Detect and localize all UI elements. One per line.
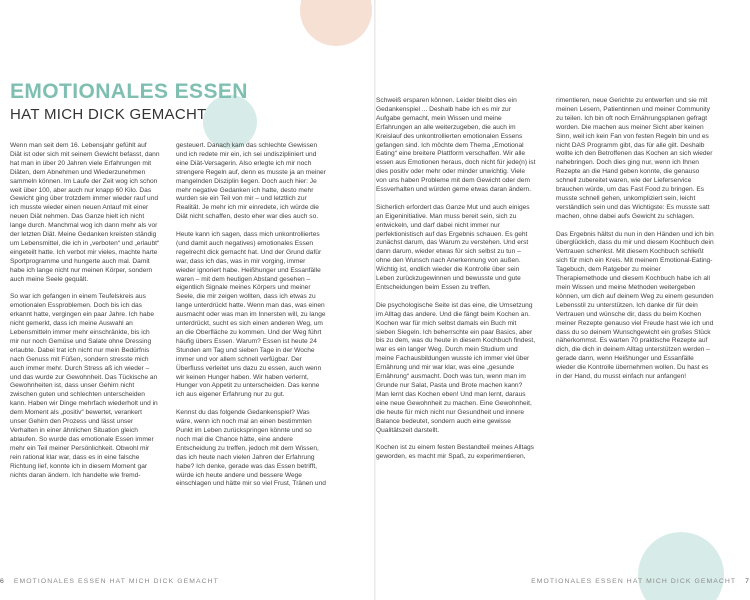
page-number: 7 (745, 578, 750, 585)
text-column-4 (556, 97, 714, 391)
text-column-1 (10, 142, 160, 489)
paragraph: Wenn man seit dem 16. Lebensjahr gefühlt auf Diät ist oder sich mit seinem Gewicht befasst, dann hat man in über 20 Jahren viele Erfahrungen mit Diäten, dem Abnehmen und Wiederzunehmen sammeln können. Im Laufe der Zeit wog ich schon weit über 100, aber auch nur knapp 60 Kilo. Das Gewicht ging über trotzdem immer wieder rauf und ich musste wieder einen neuen Anlauf mit einer neuen Diät nehmen. Das Ganze hielt ich nicht lange durch. Manchmal wog ich dann mehr als vor der letzten Diät. Meine Gedanken kreisten ständig um Lebensmittel, die ich in „verboten“ und „erlaubt“ eingeteilt hatte. Ich verbot mir vieles, machte harte Sportprogramme und hungerte auch mal. Damit habe ich lange nicht nur meinen Körper, sondern auch meine Seele gequält. (10, 142, 160, 283)
footer-left (0, 578, 219, 585)
paragraph: So war ich gefangen in einem Teufelskreis aus emotionalen Essproblemen. Doch bis ich das erkannt hatte, vergingen ein paar Jahre. Ich habe nicht gemerkt, dass ich meine Auswahl an Lebensmitteln immer mehr einschränkte, bis ich mir nur noch Gemüse und Salate ohne Dressing erlaubte. Dabei trat ich nicht nur mein Bedürfnis nach Genuss mit Füßen, sondern stresste mich auch immer mehr. Durch Stress aß ich wieder – und das wurde zur Gewohnheit. Das Tückische an Gewohnheiten ist, dass unser Gehirn nicht zwischen guten und schlechten unterscheiden kann. Haben wir Dinge mehrfach wiederholt und in dem Moment als „positiv“ bewertet, verankert unser Gehirn den Prozess und lässt unser Verhalten in einer ähnlichen Situation gleich ablaufen. So wurde das emotionale Essen immer mehr ein Teil meiner Persönlichkeit. Obwohl mir rein rational klar war, dass es in eine falsche Richtung lief, konnte ich in diesem Moment gar nichts daran ändern. Ich handelte wie fremd- (10, 293, 158, 479)
text-column-3 (376, 97, 536, 471)
paragraph: Die psychologische Seite ist das eine, die Umsetzung im Alltag das andere. Und die fängt beim Kochen an. Kochen war für mich selbst damals ein Buch mit sieben Siegeln. Ich beherrschte ein paar Basics, aber bis zu dem, was du heute in diesem Kochbuch findest, war es ein langer Weg. Durch mein Studium und meine Fachausbildungen wusste ich immer viel über Ernährung und mir war klar, was eine „gesunde Ernährung“ ausmacht. Doch was tun, wenn man im Grunde nur Salat, Pasta und Brote machen kann? Man lernt das Kochen eben! Und man lernt, daraus eine neue Gewohnheit zu machen. Eine Gewohnheit, die heute für mich nicht nur Gesundheit und innere Balance bedeutet, sondern auch eine gewisse Qualitätszeit darstellt. (376, 301, 536, 434)
running-footer-text: EMOTIONALES ESSEN HAT MICH DICK GEMACHT (531, 578, 737, 585)
page-subtitle: HAT MICH DICK GEMACHT (10, 106, 207, 123)
paragraph: Sicherlich erfordert das Ganze Mut und auch einiges an Eigeninitiative. Man muss bereit sein, sich zu entwickeln, und darf dabei nicht immer nur perfektionistisch auf das Ergebnis schauen. Es geht zunächst darum, das Warum zu verstehen. Und erst dann darum, wieder etwas für sich selbst zu tun – ohne den Wunsch nach Anerkennung von außen. Wichtig ist, endlich wieder die Kontrolle über sein Leben zurückzugewinnen und bewusste und gute Entscheidungen beim Essen zu treffen. (376, 203, 530, 292)
mint-circle-decoration (638, 532, 724, 600)
paragraph: Kennst du das folgende Gedankenspiel? Was wäre, wenn ich noch mal an einen bestimmten Punkt im Leben zurückspringen könnte und so noch mal die Chance hätte, eine andere Entscheidung zu treffen, jedoch mit dem Wissen, das ich heute nach vielen Jahren der Erfahrung habe? Ich denke, gerade was das Essen betrifft, würde ich heute andere und bessere Wege einschlagen und hätte mir so viel Frust, Tränen und (176, 409, 326, 488)
footer-right (531, 578, 750, 585)
paragraph: rimentieren, neue Gerichte zu entwerfen und sie mit meinen Lesern, Patientinnen und meiner Community zu teilen. Ich bin oft noch Ernährungsplanen gefragt worden. Die machen aus meiner Sicht aber keinen Sinn, weil ich kein Fan von festen Regeln bin und es nicht DAS Programm gibt, das für alle gilt. Deshalb wollte ich den Betroffenen das Kochen an sich wieder nahebringen. Doch dies ging nur, wenn ich Ihnen Rezepte an die Hand geben konnte, die genauso schnell zubereitet waren, wie der Lieferservice brauchen würde, um das Fast Food zu bringen. Es musste schnell gehen, unkompliziert sein, leicht verständlich sein und das Wichtigste: Es musste satt machen, ohne dabei aufs Gewicht zu schlagen. (556, 97, 713, 220)
paragraph: Das Ergebnis hältst du nun in den Händen und ich bin überglücklich, dass du mir und diesem Kochbuch dein Vertrauen schenkst. Mit diesem Kochbuch schließt sich für mich ein Kreis. Mit meinem Emotional-Eating-Tagebuch, dem Ratgeber zu meiner Therapiemethode und diesem Kochbuch habe ich all mein Wissen und meine Methoden weitergeben können, um dich auf deinem Weg zu einem gesunden Lebensstil zu unterstützen. Ich danke dir für dein Vertrauen und wünsche dir, dass du beim Kochen meiner Rezepte genauso viel Freude hast wie ich und dass du so deinem Wunschgewicht ein großes Stück näherkommst. Es warten 70 praktische Rezepte auf dich, die dich in deinem Alltag unterstützen werden – gerade dann, wenn Heißhunger und Essanfälle wieder die Kontrolle übernehmen wollen. Du hast es in der Hand, du musst einfach nur anfangen! (556, 230, 714, 381)
peach-circle-decoration (300, 0, 372, 46)
page-number: 6 (0, 578, 5, 585)
right-page (376, 0, 750, 600)
paragraph: gesteuert. Danach kam das schlechte Gewissen und ich redete mir ein, ich sei undiszipliniert und eine Diät-Versagerin. Also erlegte ich mir noch strengere Regeln auf, denn es musste ja an meiner mangelnden Disziplin liegen. Doch auch hier: Je mehr negative Gedanken ich hatte, desto mehr wurden sie ein Teil von mir – und letztlich zur Realität. Je mehr ich mir einredete, ich würde die Diät nicht schaffen, desto eher war dies auch so. (176, 142, 326, 221)
running-footer-text: EMOTIONALES ESSEN HAT MICH DICK GEMACHT (13, 578, 219, 585)
left-page (0, 0, 374, 600)
paragraph: Heute kann ich sagen, dass mich unkontrolliertes (und damit auch negatives) emotionales Essen regelrecht dick gemacht hat. Und der Grund dafür war, dass ich das, was in mir vorging, immer wieder ignoriert habe. Heißhunger und Essanfälle waren – mit dem heutigen Abstand gesehen – eigentlich Signale meines Körpers und meiner Seele, die mir zeigen wollten, dass ich etwas zu lange unterdrückt hatte. Wenn man das, was einen ausmacht oder was man im Innersten will, zu lange unterdrückt, sucht es sich einen anderen Weg, um an die Oberfläche zu kommen. Und der Weg führt häufig übers Essen. Warum? Essen ist heute 24 Stunden am Tag und sieben Tage in der Woche immer und vor allem schnell verfügbar. Der Überfluss verleitet uns dazu zu essen, auch wenn wir keinen Hunger haben. Wir haben verlernt, Hunger von Appetit zu unterscheiden. Das kenne ich aus eigener Erfahrung nur zu gut. (176, 231, 326, 399)
paragraph: Kochen ist zu einem festen Bestandteil meines Alltags geworden, es macht mir Spaß, zu experimentieren, (376, 444, 534, 461)
paragraph: Schweiß ersparen können. Leider bleibt dies ein Gedankenspiel ... Deshalb habe ich es mir zur Aufgabe gemacht, mein Wissen und meine Erfahrungen an alle weiterzugeben, die auch im Kreislauf des unkontrollierten emotionalen Essens gefangen sind. Ich möchte dem Thema „Emotional Eating“ eine breitere Plattform verschaffen. Wir alle essen aus Emotionen heraus, doch nicht für jede(n) ist dies positiv oder mehr oder minder unwichtig. Viele von uns haben Probleme mit dem Gewicht oder dem Essverhalten und würden gerne etwas daran ändern. (376, 97, 536, 194)
text-column-2 (176, 142, 326, 498)
page-title: EMOTIONALES ESSEN (10, 80, 248, 103)
